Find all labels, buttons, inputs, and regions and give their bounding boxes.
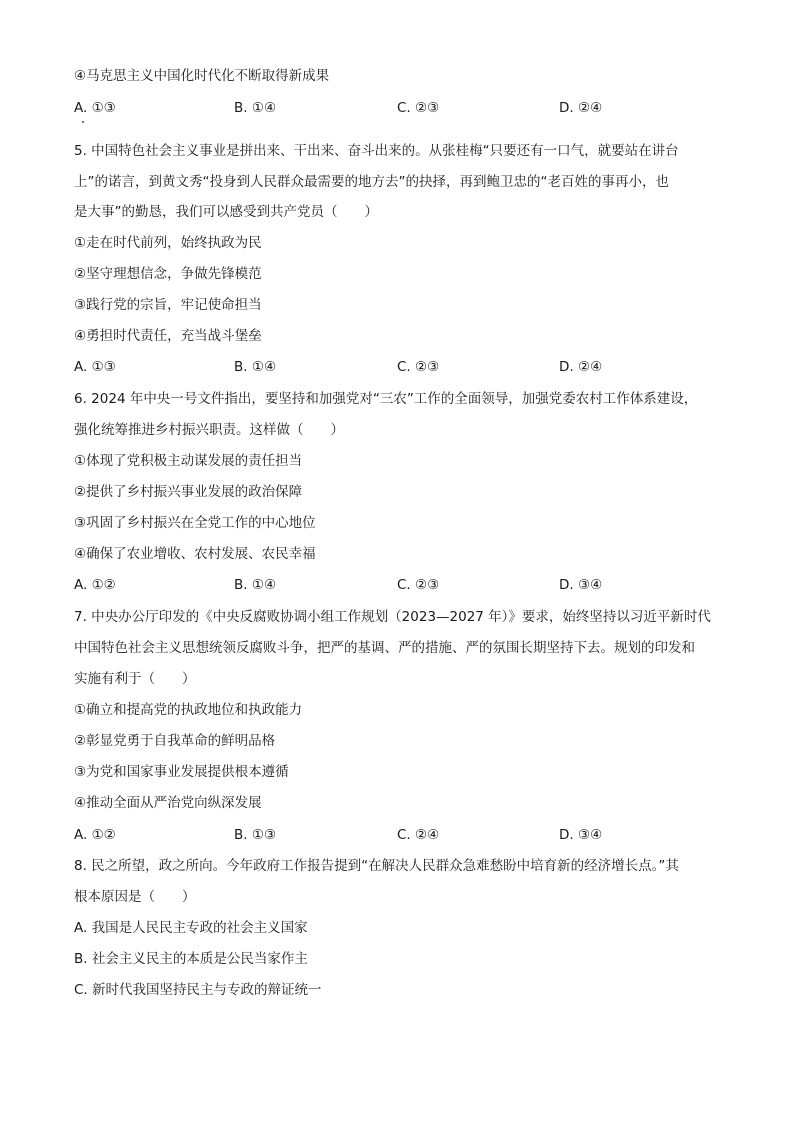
q6-stem-line-2: 强化统筹推进乡村振兴职责。这样做（ ） — [74, 422, 344, 438]
q4-item-4: ④马克思主义中国化时代化不断取得新成果 — [74, 68, 330, 84]
q8-stem-line-1: 8. 民之所望，政之所向。今年政府工作报告提到“在解决人民群众急难愁盼中培育新的经济增长点。”其 — [74, 858, 679, 874]
q4-options — [74, 98, 724, 118]
q7-options — [74, 825, 724, 845]
q4-option-c[interactable]: C. ②③ — [397, 100, 440, 116]
q6-option-a[interactable]: A. ①② — [74, 577, 116, 593]
q7-item-2: ②彰显党勇于自我革命的鲜明品格 — [74, 733, 276, 749]
q7-stem-line-3: 实施有利于（ ） — [74, 671, 196, 687]
q8-stem-line-2: 根本原因是（ ） — [74, 889, 196, 905]
q6-item-3: ③巩固了乡村振兴在全党工作的中心地位 — [74, 515, 316, 531]
q5-item-2: ②坚守理想信念，争做先锋模范 — [74, 266, 262, 282]
q7-stem-line-1: 7. 中央办公厅印发的《中央反腐败协调小组工作规划（2023—2027 年）》要求，始终坚持以习近平新时代 — [74, 609, 711, 625]
q5-stem-line-3: 是大事”的勤恳，我们可以感受到共产党员（ ） — [74, 204, 378, 220]
q6-stem-line-1: 6. 2024 年中央一号文件指出，要坚持和加强党对“三农”工作的全面领导，加强党委农村工作体系建设， — [74, 391, 698, 407]
q6-item-1: ①体现了党积极主动谋发展的责任担当 — [74, 453, 303, 469]
q5-option-b[interactable]: B. ①④ — [234, 359, 277, 375]
q7-stem-line-2: 中国特色社会主义思想统领反腐败斗争，把严的基调、严的措施、严的氛围长期坚持下去。规划的印发和 — [74, 640, 695, 656]
q7-item-1: ①确立和提高党的执政地位和执政能力 — [74, 702, 303, 718]
q7-option-c[interactable]: C. ②④ — [397, 827, 440, 843]
stray-dot — [82, 121, 84, 123]
q5-option-a[interactable]: A. ①③ — [74, 359, 116, 375]
q5-option-d[interactable]: D. ②④ — [559, 359, 603, 375]
q7-option-b[interactable]: B. ①③ — [234, 827, 277, 843]
q5-options — [74, 357, 724, 377]
q4-option-a[interactable]: A. ①③ — [74, 100, 116, 116]
q5-item-3: ③践行党的宗旨，牢记使命担当 — [74, 297, 262, 313]
q8-choice-b[interactable]: B. 社会主义民主的本质是公民当家作主 — [74, 951, 308, 967]
q6-option-c[interactable]: C. ②③ — [397, 577, 440, 593]
q6-option-b[interactable]: B. ①④ — [234, 577, 277, 593]
q5-stem-line-2: 上”的诺言，到黄文秀“投身到人民群众最需要的地方去”的抉择，再到鲍卫忠的“老百姓的事再小，也 — [74, 174, 669, 190]
q6-item-2: ②提供了乡村振兴事业发展的政治保障 — [74, 484, 303, 500]
q8-choice-a[interactable]: A. 我国是人民民主专政的社会主义国家 — [74, 920, 308, 936]
q6-option-d[interactable]: D. ③④ — [559, 577, 603, 593]
q5-option-c[interactable]: C. ②③ — [397, 359, 440, 375]
q7-item-4: ④推动全面从严治党向纵深发展 — [74, 795, 262, 811]
q5-item-1: ①走在时代前列，始终执政为民 — [74, 235, 262, 251]
q7-option-d[interactable]: D. ③④ — [559, 827, 603, 843]
q4-option-d[interactable]: D. ②④ — [559, 100, 603, 116]
q6-options — [74, 575, 724, 595]
q7-option-a[interactable]: A. ①② — [74, 827, 116, 843]
q6-item-4: ④确保了农业增收、农村发展、农民幸福 — [74, 546, 316, 562]
q7-item-3: ③为党和国家事业发展提供根本遵循 — [74, 764, 289, 780]
q4-option-b[interactable]: B. ①④ — [234, 100, 277, 116]
q5-stem-line-1: 5. 中国特色社会主义事业是拼出来、干出来、奋斗出来的。从张桂梅“只要还有一口气，就要站在讲台 — [74, 143, 679, 159]
q5-item-4: ④勇担时代责任，充当战斗堡垒 — [74, 328, 262, 344]
q8-choice-c[interactable]: C. 新时代我国坚持民主与专政的辩证统一 — [74, 982, 322, 998]
